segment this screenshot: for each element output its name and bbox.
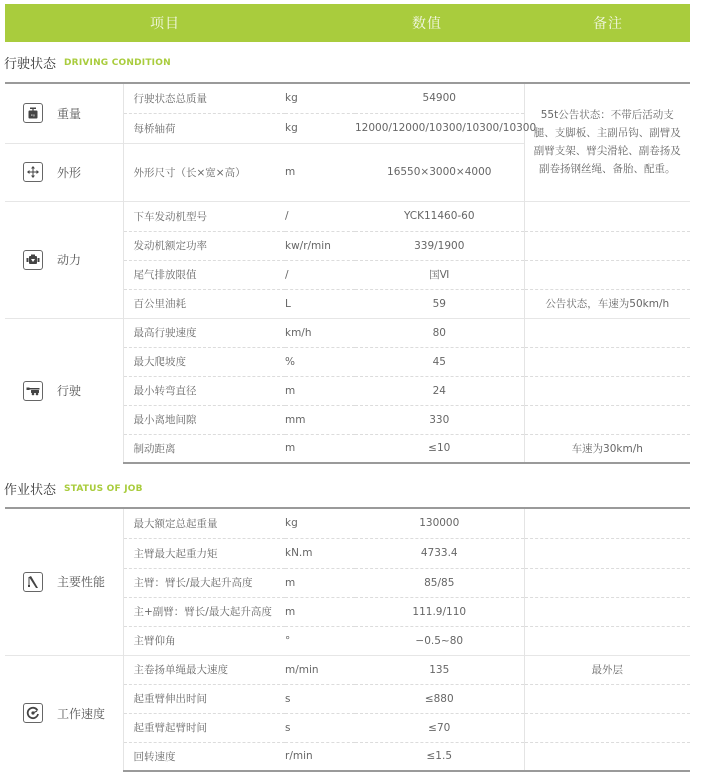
category-power [5, 201, 123, 318]
row-value: 国Ⅵ [355, 260, 524, 289]
category-performance [5, 508, 123, 655]
row-unit: r/min [285, 742, 355, 771]
row-value: 4733.4 [355, 538, 524, 568]
row-unit: % [285, 347, 355, 376]
row-item: 起重臂起臂时间 [123, 713, 285, 742]
row-remark: 最外层 [524, 655, 690, 684]
category-weight [5, 83, 123, 143]
row-item: 最大爬坡度 [123, 347, 285, 376]
truck-icon [23, 381, 43, 401]
row-value: 80 [355, 318, 524, 347]
table-row [5, 83, 690, 113]
row-unit: m [285, 376, 355, 405]
row-remark [524, 231, 690, 260]
row-value: −0.5~80 [355, 626, 524, 655]
row-remark: 55t公告状态：不带后活动支腿、支脚板、主副吊钩、副臂及副臂支架、臂尖滑轮、副卷扬及副卷扬钢丝绳、备胎、配重。 [524, 83, 690, 201]
row-unit: mm [285, 405, 355, 434]
category-label: 工作速度 [57, 706, 106, 721]
row-value: 85/85 [355, 568, 524, 597]
category-shape [5, 143, 123, 201]
row-unit: kg [285, 113, 355, 143]
row-unit: km/h [285, 318, 355, 347]
row-item: 起重臂伸出时间 [123, 684, 285, 713]
engine-icon [23, 250, 43, 270]
section-title-en: DRIVING CONDITION [64, 57, 171, 68]
category-label: 主要性能 [57, 575, 106, 590]
row-unit: / [285, 201, 355, 231]
row-remark [524, 347, 690, 376]
row-value: 135 [355, 655, 524, 684]
table-row [5, 508, 690, 538]
row-value: 330 [355, 405, 524, 434]
dimensions-icon [23, 162, 43, 182]
row-item: 尾气排放限值 [123, 260, 285, 289]
svg-text:kg: kg [31, 113, 35, 118]
row-value: ≤1.5 [355, 742, 524, 771]
row-remark [524, 597, 690, 626]
row-item: 最小转弯直径 [123, 376, 285, 405]
row-remark [524, 260, 690, 289]
row-remark [524, 376, 690, 405]
speed-gauge-icon [23, 703, 43, 723]
row-unit: kg [285, 83, 355, 113]
section-title-cn: 作业状态 [4, 483, 57, 498]
section-title-cn: 行驶状态 [4, 57, 57, 72]
table-row [5, 201, 690, 231]
row-remark [524, 508, 690, 538]
row-unit: s [285, 684, 355, 713]
row-value: 59 [355, 289, 524, 318]
job-section-title [4, 479, 143, 498]
category-speed [5, 655, 123, 771]
row-unit: m [285, 597, 355, 626]
row-unit: / [285, 260, 355, 289]
row-unit: kN.m [285, 538, 355, 568]
row-remark [524, 684, 690, 713]
row-item: 百公里油耗 [123, 289, 285, 318]
driving-spec-table [5, 82, 690, 464]
driving-section-title [4, 53, 171, 72]
row-remark: 车速为30km/h [524, 434, 690, 463]
row-unit: m/min [285, 655, 355, 684]
row-value: ≤10 [355, 434, 524, 463]
row-value: 54900 [355, 83, 524, 113]
category-label: 重量 [57, 106, 82, 121]
row-remark: 公告状态，车速为50km/h [524, 289, 690, 318]
header-remark: 备注 [593, 16, 623, 32]
row-value: 45 [355, 347, 524, 376]
row-item: 主臂最大起重力矩 [123, 538, 285, 568]
row-unit: m [285, 434, 355, 463]
row-item: 发动机额定功率 [123, 231, 285, 260]
row-item: 回转速度 [123, 742, 285, 771]
category-label: 动力 [57, 253, 82, 267]
category-travel [5, 318, 123, 463]
row-value: 130000 [355, 508, 524, 538]
category-label: 外形 [57, 165, 82, 180]
row-item: 主卷扬单绳最大速度 [123, 655, 285, 684]
row-remark [524, 538, 690, 568]
row-unit: ° [285, 626, 355, 655]
row-item: 最高行驶速度 [123, 318, 285, 347]
row-unit: s [285, 713, 355, 742]
row-remark [524, 713, 690, 742]
header-value: 数值 [412, 16, 442, 32]
table-header [5, 4, 690, 42]
row-item: 主臂：臂长/最大起升高度 [123, 568, 285, 597]
row-remark [524, 626, 690, 655]
row-value: 24 [355, 376, 524, 405]
row-item: 最小离地间隙 [123, 405, 285, 434]
category-label: 行驶 [57, 384, 82, 399]
row-unit: m [285, 143, 355, 201]
row-value: YCK11460-60 [355, 201, 524, 231]
row-item: 行驶状态总质量 [123, 83, 285, 113]
row-item: 外形尺寸（长×宽×高） [123, 143, 285, 201]
row-value: ≤70 [355, 713, 524, 742]
row-item: 每桥轴荷 [123, 113, 285, 143]
table-row [5, 655, 690, 684]
row-value: 111.9/110 [355, 597, 524, 626]
header-item: 项目 [150, 16, 180, 32]
row-unit: kg [285, 508, 355, 538]
row-remark [524, 201, 690, 231]
row-item: 下车发动机型号 [123, 201, 285, 231]
row-unit: L [285, 289, 355, 318]
row-item: 制动距离 [123, 434, 285, 463]
weight-icon [23, 103, 43, 123]
row-value: ≤880 [355, 684, 524, 713]
row-item: 主臂仰角 [123, 626, 285, 655]
row-remark [524, 318, 690, 347]
section-title-en: STATUS OF JOB [64, 483, 143, 494]
row-value: 16550×3000×4000 [355, 143, 524, 201]
job-spec-table [5, 507, 690, 772]
row-remark [524, 568, 690, 597]
row-unit: kw/r/min [285, 231, 355, 260]
row-item: 最大额定总起重量 [123, 508, 285, 538]
row-remark [524, 742, 690, 771]
table-row [5, 318, 690, 347]
row-remark [524, 405, 690, 434]
row-item: 主+副臂：臂长/最大起升高度 [123, 597, 285, 626]
row-value: 12000/12000/10300/10300/10300 [355, 113, 524, 143]
row-unit: m [285, 568, 355, 597]
row-value: 339/1900 [355, 231, 524, 260]
crane-boom-icon [23, 572, 43, 592]
